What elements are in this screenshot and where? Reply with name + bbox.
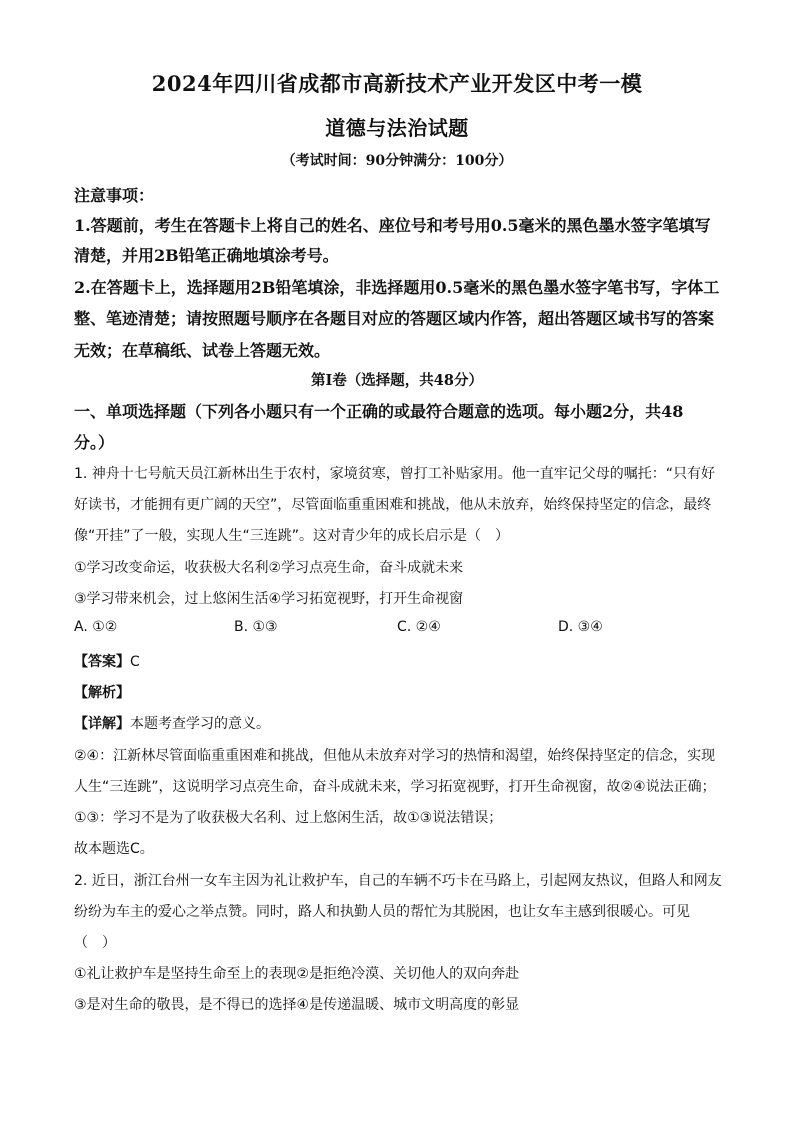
q1-option-b: B. ①③ xyxy=(234,619,278,635)
q1-answer xyxy=(74,651,140,671)
exam-subject: 道德与法治试题 xyxy=(325,116,469,140)
answer-value: C xyxy=(130,654,140,670)
q1-option-a: A. ①② xyxy=(74,619,118,635)
q1-option-c: C. ②④ xyxy=(397,619,441,635)
exam-title: 2024年四川省成都市高新技术产业开发区中考一模 xyxy=(151,71,643,96)
q1-stem-line-2: 好读书，才能拥有更广阔的天空”，尽管面临重重困难和挑战，他从未放弃，始终保持坚定的信念，最终 xyxy=(74,497,712,513)
q2-stem-line-2: 纷纷为车主的爱心之举点赞。同时，路人和执勤人员的帮忙为其脱困，也让女车主感到很暖心。可见 xyxy=(74,904,690,920)
q1-options xyxy=(74,619,734,639)
q2-statements-2: ③是对生命的敬畏，是不得已的选择④是传递温暖、城市文明高度的彰显 xyxy=(74,997,520,1013)
q1-detail xyxy=(74,713,270,733)
part-1-heading: 第Ⅰ卷（选择题，共48分） xyxy=(311,372,483,389)
q1-explanation-1-line-1: ②④：江新林尽管面临重重困难和挑战，但他从未放弃对学习的热情和渴望，始终保持坚定的信念，实现 xyxy=(74,748,716,764)
q1-explanation-2: ①③：学习不是为了收获极大名利、过上悠闲生活，故①③说法错误； xyxy=(74,810,503,826)
q1-statements-2: ③学习带来机会，过上悠闲生活④学习拓宽视野，打开生命视窗 xyxy=(74,591,464,607)
note-item-2-line-3: 无效；在草稿纸、试卷上答题无效。 xyxy=(74,341,331,360)
answer-tag: 【答案】 xyxy=(74,654,130,670)
note-item-1-line-2: 清楚，并用2B铅笔正确地填涂考号。 xyxy=(74,246,339,265)
q2-statements-1: ①礼让救护车是坚持生命至上的表现②是拒绝冷漠、关切他人的双向奔赴 xyxy=(74,966,520,982)
section-1-heading-line-1: 一、单项选择题（下列各小题只有一个正确的或最符合题意的选项。每小题2分，共48 xyxy=(74,402,684,421)
note-item-1-line-1: 1.答题前，考生在答题卡上将自己的姓名、座位号和考号用0.5毫米的黑色墨水签字笔填写 xyxy=(74,216,711,235)
exam-info: （考试时间：90分钟满分：100分） xyxy=(281,153,513,169)
detail-text: 本题考查学习的意义。 xyxy=(130,716,270,732)
q1-stem-line-1: 1. 神舟十七号航天员江新林出生于农村，家境贫寒，曾打工补贴家用。他一直牢记父母的嘱托：“只有好 xyxy=(74,466,716,482)
note-item-2-line-1: 2.在答题卡上，选择题用2B铅笔填涂，非选择题用0.5毫米的黑色墨水签字笔书写，字体工 xyxy=(74,278,720,297)
q2-stem-line-1: 2. 近日，浙江台州一女车主因为礼让救护车，自己的车辆不巧卡在马路上，引起网友热议，但路人和网友 xyxy=(74,873,722,889)
q2-stem-line-3: （ ） xyxy=(74,935,116,951)
q1-statements-1: ①学习改变命运，收获极大名利②学习点亮生命，奋斗成就未来 xyxy=(74,560,464,576)
q1-stem-line-3: 像“开挂”了一般，实现人生“三连跳”。这对青少年的成长启示是（ ） xyxy=(74,528,510,544)
detail-tag: 【详解】 xyxy=(74,716,130,732)
analysis-tag: 【解析】 xyxy=(74,685,130,701)
q1-explanation-1-line-2: 人生“三连跳”，这说明学习点亮生命，奋斗成就未来，学习拓宽视野，打开生命视窗，故②④说法正确； xyxy=(74,779,716,795)
notes-heading: 注意事项： xyxy=(74,186,155,205)
note-item-2-line-2: 整、笔迹清楚；请按照题号顺序在各题目对应的答题区域内作答，超出答题区域书写的答案 xyxy=(74,309,715,328)
q1-conclusion: 故本题选C。 xyxy=(74,841,154,857)
q1-analysis xyxy=(74,682,130,702)
section-1-heading-line-2: 分。） xyxy=(74,433,115,452)
q1-option-d: D. ③④ xyxy=(558,619,603,635)
